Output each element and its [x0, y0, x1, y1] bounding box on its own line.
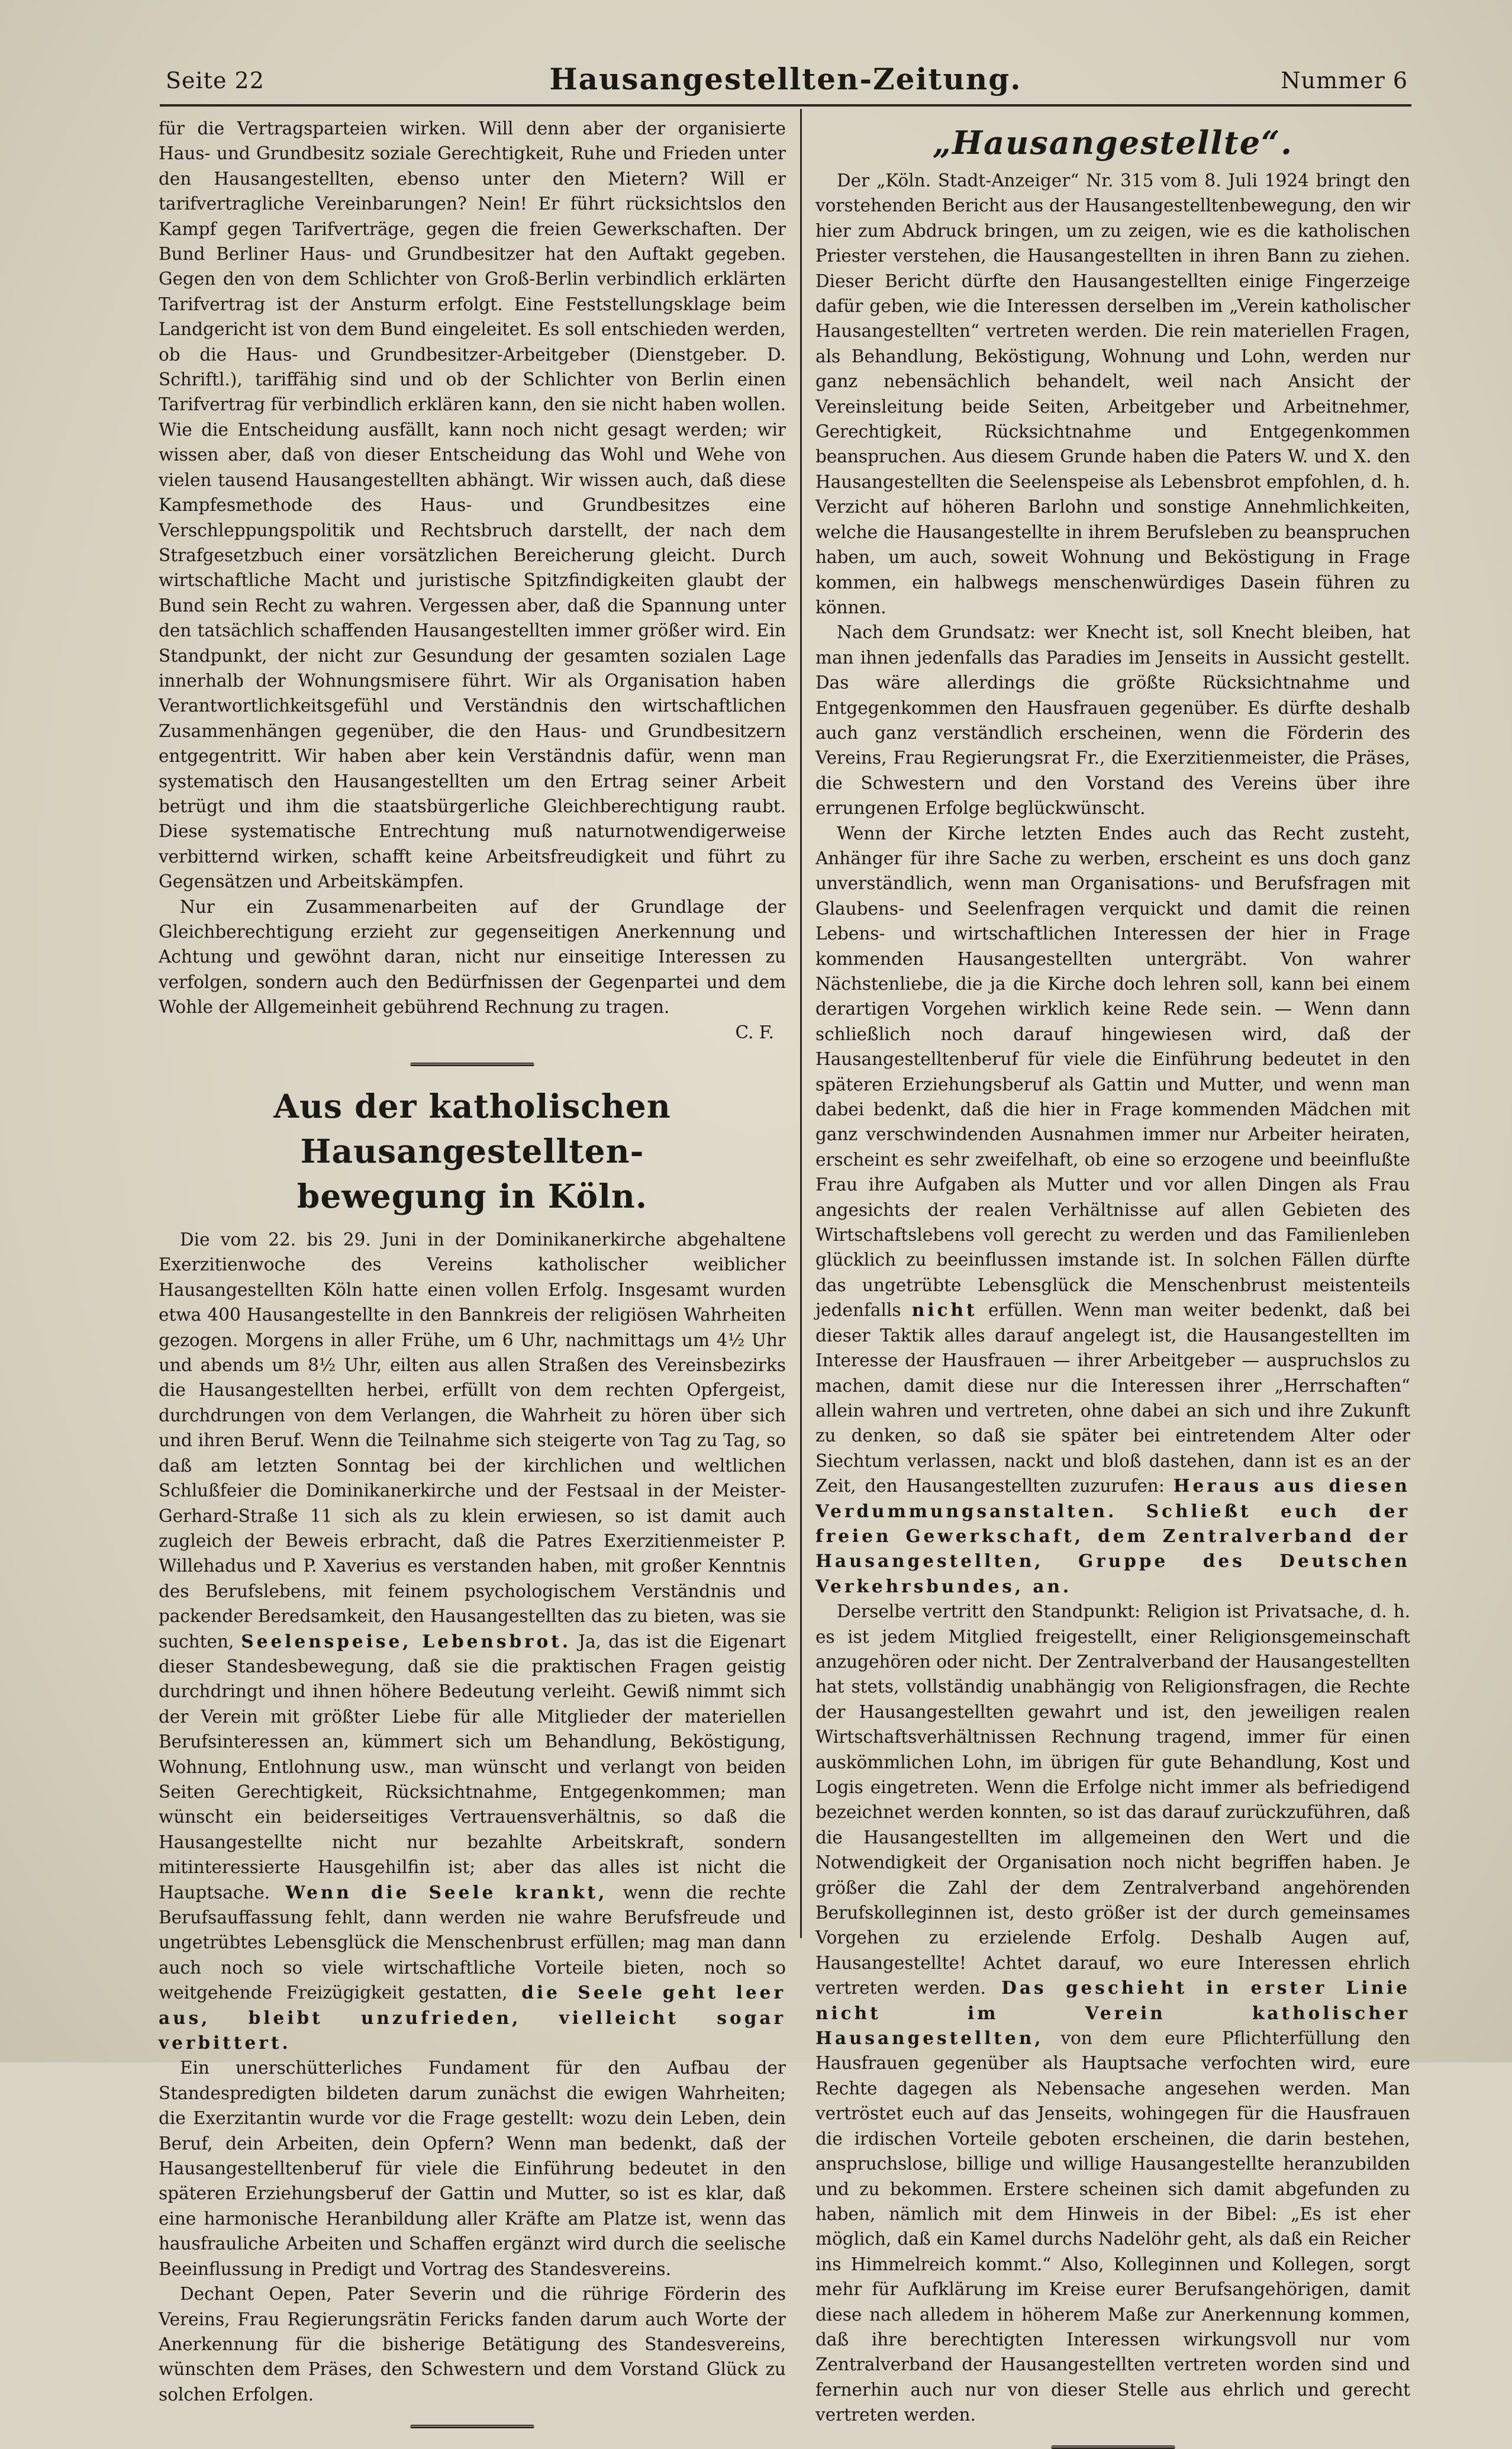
article3-paragraph-3b: erfüllen. Wenn man weiter bedenkt, daß bei dieser Taktik alles darauf angelegt ist, die Hausangestellten im Interesse der Hausfrauen — ihrer Arbeitgeber — auspruchslos zu machen, damit diese nur die Interessen ihrer „Herrschaften“ allein wahren und vertreten, ohne dabei an sich und ihre Zukunft zu denken, so daß sie später bei eintretendem Alter oder Siechtum verlassen, nackt und bloß dastehen, dann ist es an der Zeit, den Hausangestellten zuzurufen: [815, 1300, 1410, 1497]
article3-paragraph-3 [815, 821, 1410, 1600]
article-koeln [159, 1084, 786, 2428]
article2-headline [159, 1084, 786, 1219]
right-column [815, 116, 1411, 2425]
article3-paragraph-1: Der „Köln. Stadt-Anzeiger“ Nr. 315 vom 8. Juli 1924 bringt den vorstehenden Bericht aus der Hausangestelltenbewegung, den wir hier zum Abdruck bringen, um zu zeigen, wie es die katholischen Priester verstehen, die Hausangestellten in ihren Bann zu ziehen. Dieser Bericht dürfte den Hausangestellten einige Fingerzeige dafür geben, wie die Interessen derselben im „Verein katholischer Hausangestellten“ vertreten werden. Die rein materiellen Fragen, als Behandlung, Beköstigung, Wohnung und Lohn, werden nur ganz nebensächlich behandelt, weil nach Ansicht der Vereinsleitung beide Seiten, Arbeitgeber und Arbeitnehmer, Gerechtigkeit, Rücksichtnahme und Entgegenkommen beanspruchen. Aus diesem Grunde haben die Paters W. und X. den Hausangestellten die Seelenspeise als Lebensbrot empfohlen, d. h. Verzicht auf höheren Barlohn und sonstige Annehmlichkeiten, welche die Hausangestellte in ihrem Berufsleben zu beanspruchen haben, um auch, soweit Wohnung und Beköstigung in Frage kommen, ein halbwegs menschenwürdiges Dasein führen zu können. [815, 170, 1410, 617]
left-column [159, 116, 786, 2405]
article3-end-divider [1051, 2445, 1175, 2449]
article-tarif-continuation [159, 116, 786, 1045]
article2-headline-line2: bewegung in Köln. [296, 1177, 648, 1216]
article3-paragraph-3a: Wenn der Kirche letzten Endes auch das Recht zusteht, Anhänger für ihre Sache zu werben, erscheint es uns doch ganz unverständlich, wenn man Organisations- und Berufsfragen mit Glaubens- und Seelenfragen verquickt und damit die reinen Lebens- und wirtschaftlichen Interessen der hier in Frage kommenden Hausangestellten untergräbt. Von wahrer Nächstenliebe, die ja die Kirche doch lehren soll, kann bei einem derartigen Vorgehen wirklich keine Rede sein. — Wenn dann schließlich noch darauf hingewiesen wird, daß der Hausangestelltenberuf für viele die Einführung bedeutet in den späteren Erziehungsberuf als Gattin und Mutter, und wenn man dabei bedenkt, daß die hier in Frage kommenden Mädchen mit ganz verschwindenden Ausnahmen immer nur Arbeiter heiraten, erscheint es sehr zweifelhaft, ob eine so erzogene und beeinflußte Frau ihre Aufgaben als Mutter und vor allen Dingen als Frau angesichts der realen Verhältnisse auf allen Gebieten des Wirtschaftslebens voll gerecht zu werden und das Familienleben glücklich zu beeinflussen imstande ist. In solchen Fällen dürfte das ungetrübte Lebensglück die Menschenbrust meistenteils jedenfalls [815, 823, 1410, 1321]
article2-spaced-seelenspeise: Seelenspeise, Lebensbrot. [241, 1630, 572, 1652]
article2-paragraph-2: Ein unerschütterliches Fundament für den Aufbau der Standespredigten bildeten darum zunächst die ewigen Wahrheiten; die Exerzitantin wurde vor die Frage gestellt: wozu dein Leben, dein Beruf, dein Arbeiten, dein Opfern? Wenn man bedenkt, daß der Hausangestelltenberuf für viele die Einführung bedeutet in den späteren Erziehungsberuf der Gattin und Mutter, so ist es klar, daß eine harmonische Heranbildung aller Kräfte am Platze ist, wenn das hausfrauliche Arbeiten und Schaffen ergänzt wird durch die seelische Beeinflussung in Predigt und Vortrag des Standesvereins. [159, 2058, 786, 2279]
article3-spaced-heraus: Heraus aus diesen Verdummungsanstalten. Schließt euch der freien Gewerkschaft, dem Zentralverband der Hausangestellten, Gruppe des Deutschen Verkehrsbundes, an. [815, 1475, 1410, 1597]
column-rule [800, 109, 802, 1938]
article3-paragraph-2: Nach dem Grundsatz: wer Knecht ist, soll Knecht bleiben, hat man ihnen jedenfalls das Paradies im Jenseits in Aussicht gestellt. Das wäre allerdings die größte Rücksichtnahme und Entgegenkommen den Hausfrauen gegenüber. Es dürfte deshalb auch ganz verständlich erscheinen, wenn die Förderin des Vereins, Frau Regierungsrat Fr., die Exerzitienmeister, die Präses, die Schwestern und den Vorstand des Vereins über ihre errungenen Erfolge beglückwünscht. [815, 622, 1410, 819]
article1-paragraph-1: für die Vertragsparteien wirken. Will denn aber der organisierte Haus- und Grundbesitz soziale Gerechtigkeit, Ruhe und Frieden unter den Hausangestellten, ebenso unter den Mietern? Will er tarifvertragliche Vereinbarungen? Nein! Er führt rücksichtslos den Kampf gegen Tarifverträge, gegen die freien Gewerkschaften. Der Bund Berliner Haus- und Grundbesitzer hat den Auftakt gegeben. Gegen den von dem Schlichter von Groß-Berlin verbindlich erklärten Tarifvertrag ist der Ansturm erfolgt. Eine Feststellungsklage beim Landgericht ist von dem Bund eingeleitet. Es soll entschieden werden, ob die Haus- und Grundbesitzer-Arbeitgeber (Dienstgeber. D. Schriftl.), tariffähig sind und ob der Schlichter von Berlin einen Tarifvertrag für verbindlich erklären kann, den sie nicht haben wollen. Wie die Entscheidung ausfällt, kann noch nicht gesagt werden; wir wissen aber, daß von dieser Entscheidung das Wohl und Wehe von vielen tausend Hausangestellten abhängt. Wir wissen auch, daß diese Kampfesmethode des Haus- und Grundbesitzes eine Verschleppungspolitik und Rechtsbruch darstellt, der nach dem Strafgesetzbuch einer vorsätzlichen Bereicherung gleicht. Durch wirtschaftliche Macht und juristische Spitzfindigkeiten glaubt der Bund sein Recht zu wahren. Vergessen aber, daß die Spannung unter den tatsächlich schaffenden Hausangestellten immer größer wird. Ein Standpunkt, der nicht zur Gesundung der gesamten sozialen Lage innerhalb der Wohnungsmisere führt. Wir als Organisation haben Verantwortlichkeitsgefühl und Verständnis den wirtschaftlichen Zusammenhängen gegenüber, die den Haus- und Grundbesitzern entgegentritt. Wir haben aber kein Verständnis dafür, wenn man systematisch den Hausangestellten um den Ertrag seiner Arbeit betrügt und ihm die staatsbürgerliche Gleichberechtigung raubt. Diese systematische Entrechtung muß naturnotwendigerweise verbitternd wirken, schafft keine Arbeitsfreudigkeit und führt zu Gegensätzen und Arbeitskämpfen. [159, 118, 786, 892]
article2-spaced-leer-aus: die Seele geht leer aus, bleibt unzufrieden, vielleicht sogar verbittert. [159, 1982, 786, 2054]
article2-paragraph-1b: Ja, das ist die Eigenart dieser Standesbewegung, daß sie die praktischen Fragen geistig durchdringt und ihnen höhere Bedeutung verleiht. Gewiß nimmt sich der Verein mit größter Liebe für alle Mitglieder der materiellen Berufsinteressen an, kümmert sich um Behandlung, Beköstigung, Wohnung, Entlohnung usw., man wünscht und verlangt von beiden Seiten Gerechtigkeit, Rücksichtnahme, Entgegenkommen; man wünscht ein beiderseitiges Vertrauensverhältnis, so daß die Hausangestellte nicht nur bezahlte Arbeitskraft, sondern mitinteressierte Hausgehilfin ist; aber das alles ist nicht die Hauptsache. [159, 1631, 786, 1903]
article2-paragraph-1 [159, 1227, 786, 2055]
article1-signature: C. F. [735, 1022, 774, 1042]
article2-paragraph-1a: Die vom 22. bis 29. Juni in der Dominikanerkirche abgehaltene Exerzitienwoche des Vereins katholischer weiblicher Hausangestellten Köln hatte einen vollen Erfolg. Insgesamt wurden etwa 400 Hausangestellte in den Bannkreis der religiösen Wahrheiten gezogen. Morgens in aller Frühe, um 6 Uhr, nachmittags um 4½ Uhr und abends um 8½ Uhr, eilten aus allen Straßen des Vereinsbezirks die Hausangestellten herbei, erfüllt von dem rechten Opfergeist, durchdrungen von dem Verlangen, die Wahrheit zu hören über sich und ihren Beruf. Wenn die Teilnahme sich steigerte von Tag zu Tag, so daß am letzten Sonntag bei der kirchlichen und weltlichen Schlußfeier die Dominikanerkirche und der Festsaal in der Meister-Gerhard-Straße 11 sich als zu klein erwiesen, so ist damit auch zugleich der Beweis erbracht, daß die Patres Exerzitienmeister P. Willehadus und P. Xaverius es verstanden haben, mit großer Kenntnis des Berufslebens, mit feinem psychologischem Verständnis und packender Beredsamkeit, den Hausangestellten das zu bieten, was sie suchten, [159, 1230, 786, 1652]
header-rule [160, 104, 1411, 107]
issue-number: Nummer 6 [1281, 67, 1408, 94]
article3-paragraph-4a: Derselbe vertritt den Standpunkt: Religion ist Privatsache, d. h. es ist jedem Mitglied freigestellt, einer Religionsgemeinschaft anzugehören oder nicht. Der Zentralverband der Hausangestellten hat stets, vollständig unabhängig von Religionsfragen, die Rechte der Hausangestellten gewahrt und ist, den jeweiligen realen Wirtschaftsverhältnissen Rechnung tragend, immer für einen auskömmlichen Lohn, im übrigen für gute Behandlung, Kost und Logis eingetreten. Wenn die Erfolge nicht immer als befriedigend bezeichnet werden konnten, so ist das darauf zurückzuführen, daß die Hausangestellten im allgemeinen den Wert und die Notwendigkeit der Organisation noch nicht begriffen haben. Je größer die Zahl der dem Zentralverband angehörenden Berufskolleginnen ist, desto größer ist der durch gemeinsames Vorgehen zu erzielende Erfolg. Deshalb Augen auf, Hausangestellte! Achtet darauf, wo eure Interessen ehrlich vertreten werden. [815, 1601, 1410, 1999]
newspaper-title: Hausangestellten-Zeitung. [549, 62, 1022, 96]
article2-paragraph-3: Dechant Oepen, Pater Severin und die rührige Förderin des Vereins, Frau Regierungsrätin Fericks fanden darum auch Worte der Anerkennung für die bisherige Betätigung des Standesvereins, wünschten dem Präses, den Schwestern und dem Vorstand Glück zu solchen Erfolgen. [159, 2284, 786, 2405]
article1-paragraph-2-text: Nur ein Zusammenarbeiten auf der Grundlage der Gleichberechtigung erzieht zur gegenseitigen Anerkennung und Achtung und gewöhnt daran, nicht nur einseitige Interessen zu verfolgen, sondern auch den Bedürfnissen der Gegenpartei und dem Wohle der Allgemeinheit gebührend Rechnung zu tragen. [159, 896, 786, 1018]
page-number: Seite 22 [166, 67, 265, 94]
article2-headline-line1: Aus der katholischen Hausangestellten- [273, 1087, 671, 1171]
article1-paragraph-2 [159, 894, 786, 1045]
article3-headline: „Hausangestellte“. [933, 124, 1293, 162]
article2-end-divider [410, 2425, 534, 2428]
page-header [160, 59, 1411, 101]
article3-spaced-nicht: nicht [911, 1299, 978, 1321]
article2-spaced-seele-krankt: Wenn die Seele krankt, [285, 1881, 608, 1903]
article2-paragraph-1c: wenn die rechte Berufsauffassung fehlt, dann werden nie wahre Berufsfreude und ungetrübtes Lebensglück die Menschenbrust erfüllen; mag man dann auch noch so viele wirtschaftliche Vorteile bieten, noch so weitgehende Freizügigkeit gestatten, [159, 1882, 786, 2003]
article3-paragraph-4b: von dem eure Pflichterfüllung den Hausfrauen gegenüber als Hauptsache verfochten wird, eure Rechte dagegen als Nebensache angesehen werden. Man vertröstet euch auf das Jenseits, wohingegen für die Hausfrauen die irdischen Vorteile geboten erscheinen, die darin bestehen, anspruchslose, billige und willige Hausangestellte heranzubilden und zu bekommen. Erstere scheinen sich damit abgefunden zu haben, nämlich mit dem Hinweis in der Bibel: „Es ist eher möglich, daß ein Kamel durchs Nadelöhr geht, als daß ein Reicher ins Himmelreich kommt.“ Also, Kolleginnen und Kollegen, sorgt mehr für Aufklärung im Kreise eurer Berufsangehörigen, damit diese nach alledem in höherem Maße zur Anerkennung kommen, daß ihre berechtigten Interessen wirkungsvoll nur vom Zentralverband der Hausangestellten vertreten worden sind und fernerhin auch nur von dieser Stelle aus ehrlich und gerecht vertreten werden. [815, 2028, 1410, 2425]
article-divider [410, 1063, 534, 1066]
article3-spaced-erster-linie: Das geschieht in erster Linie nicht im Verein katholischer Hausangestellten, [815, 1977, 1411, 2049]
article3-paragraph-4 [815, 1599, 1410, 2427]
